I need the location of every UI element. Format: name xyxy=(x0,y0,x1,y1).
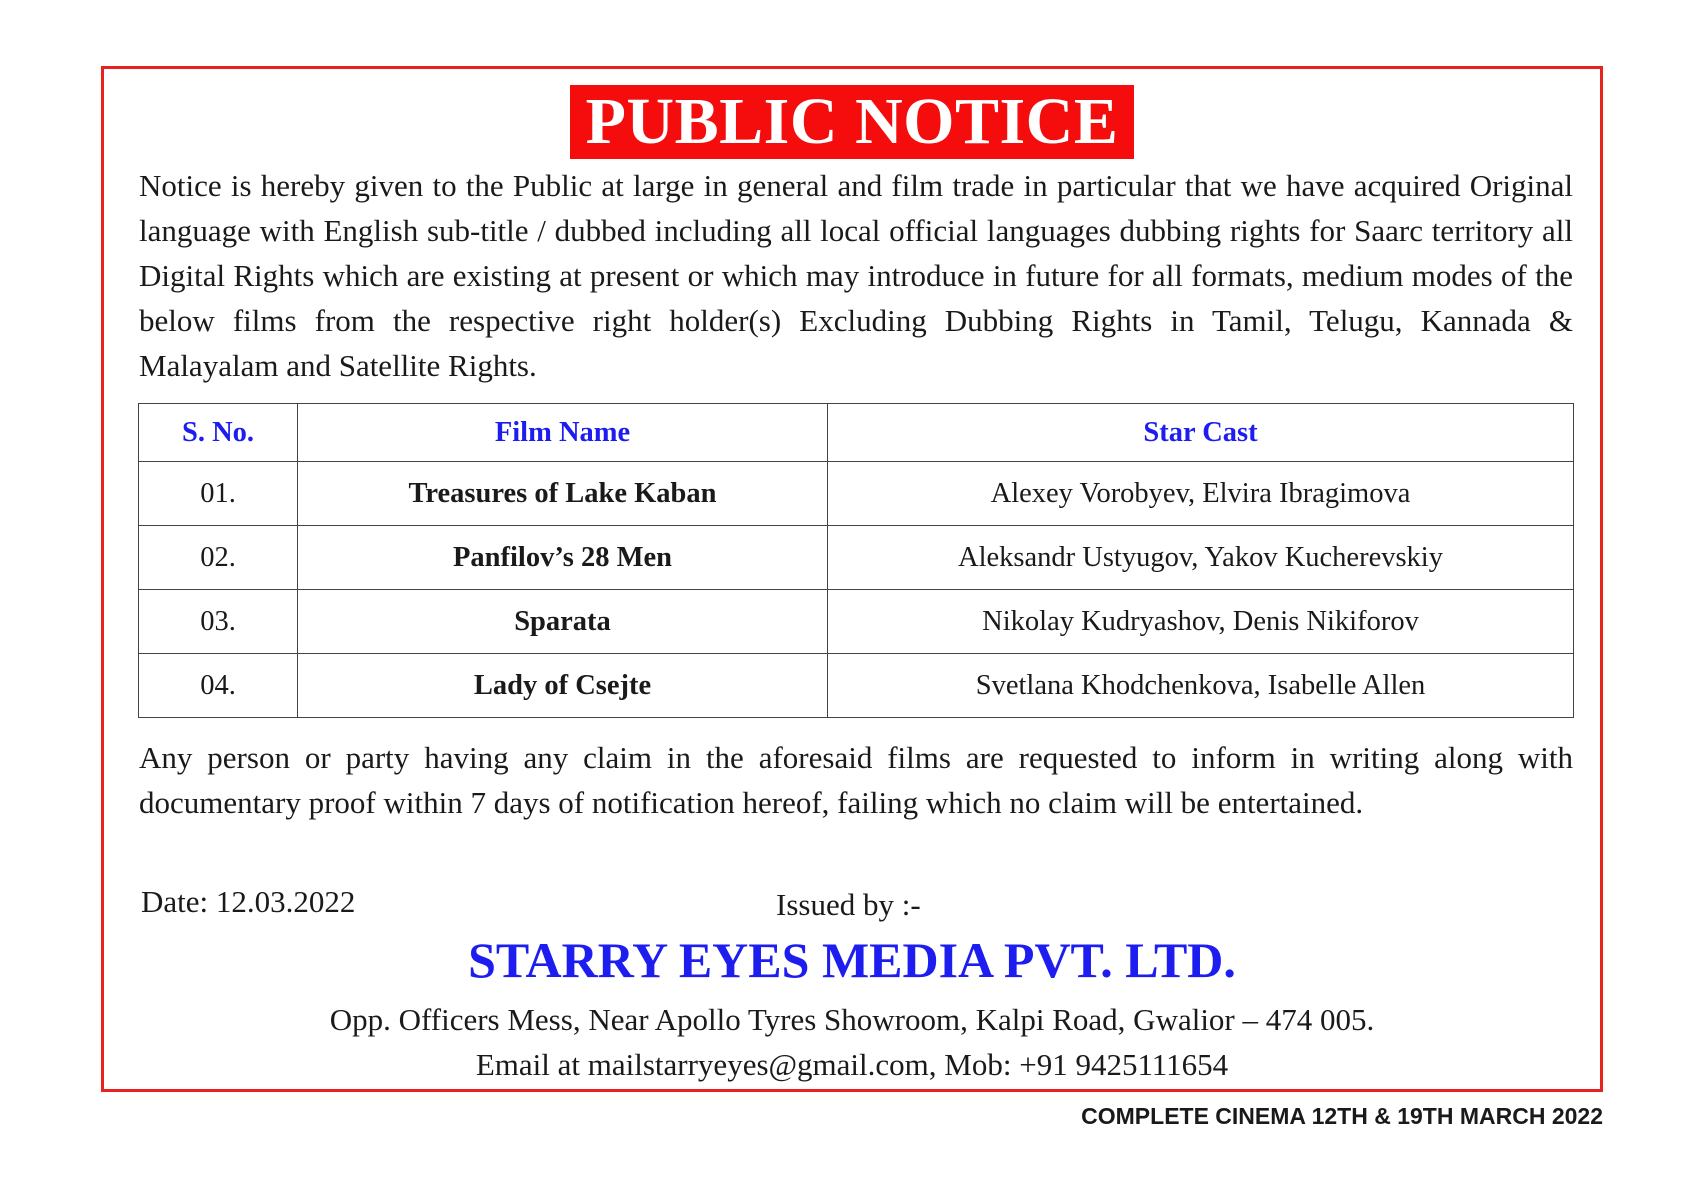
notice-date: Date: 12.03.2022 xyxy=(141,884,356,919)
table-row xyxy=(139,462,1574,526)
cell-film-name: Panfilov’s 28 Men xyxy=(298,526,828,590)
films-table xyxy=(138,403,1574,718)
cell-film-name: Lady of Csejte xyxy=(298,654,828,718)
notice-intro-paragraph: Notice is hereby given to the Public at large in general and film trade in particular that we have acquired Original language with English sub-title / dubbed including all local official languages dubbing rights for Saarc territory all Digital Rights which are existing at present or which may introduce in future for all formats, medium modes of the below films from the respective right holder(s) Excluding Dubbing Rights in Tamil, Telugu, Kannada & Malayalam and Satellite Rights. xyxy=(139,168,1573,383)
cell-sno: 02. xyxy=(139,526,298,590)
company-name: STARRY EYES MEDIA PVT. LTD. xyxy=(468,932,1236,988)
cell-star-cast: Aleksandr Ustyugov, Yakov Kucherevskiy xyxy=(828,526,1574,590)
cell-film-name: Sparata xyxy=(298,590,828,654)
table-row xyxy=(139,654,1574,718)
claim-paragraph: Any person or party having any claim in the aforesaid films are requested to inform in writing along with documentary proof within 7 days of notification hereof, failing which no claim will be entertained. xyxy=(139,740,1573,820)
header-star-cast: Star Cast xyxy=(828,404,1574,462)
cell-star-cast: Nikolay Kudryashov, Denis Nikiforov xyxy=(828,590,1574,654)
cell-star-cast: Alexey Vorobyev, Elvira Ibragimova xyxy=(828,462,1574,526)
issued-by-label: Issued by :- xyxy=(776,887,921,922)
company-contact-block xyxy=(104,997,1600,1087)
public-notice xyxy=(101,66,1603,1092)
cell-star-cast: Svetlana Khodchenkova, Isabelle Allen xyxy=(828,654,1574,718)
cell-sno: 03. xyxy=(139,590,298,654)
header-sno: S. No. xyxy=(139,404,298,462)
cell-film-name: Treasures of Lake Kaban xyxy=(298,462,828,526)
notice-title: PUBLIC NOTICE xyxy=(570,85,1135,159)
table-header-row xyxy=(139,404,1574,462)
company-email-phone: Email at mailstarryeyes@gmail.com, Mob: +91 9425111654 xyxy=(475,1047,1229,1082)
title-wrap xyxy=(104,85,1600,159)
header-film-name: Film Name xyxy=(298,404,828,462)
table-row xyxy=(139,590,1574,654)
cell-sno: 01. xyxy=(139,462,298,526)
publication-footer: COMPLETE CINEMA 12TH & 19TH MARCH 2022 xyxy=(1081,1103,1603,1129)
cell-sno: 04. xyxy=(139,654,298,718)
company-address: Opp. Officers Mess, Near Apollo Tyres Showroom, Kalpi Road, Gwalior – 474 005. xyxy=(329,1002,1375,1037)
table-row xyxy=(139,526,1574,590)
